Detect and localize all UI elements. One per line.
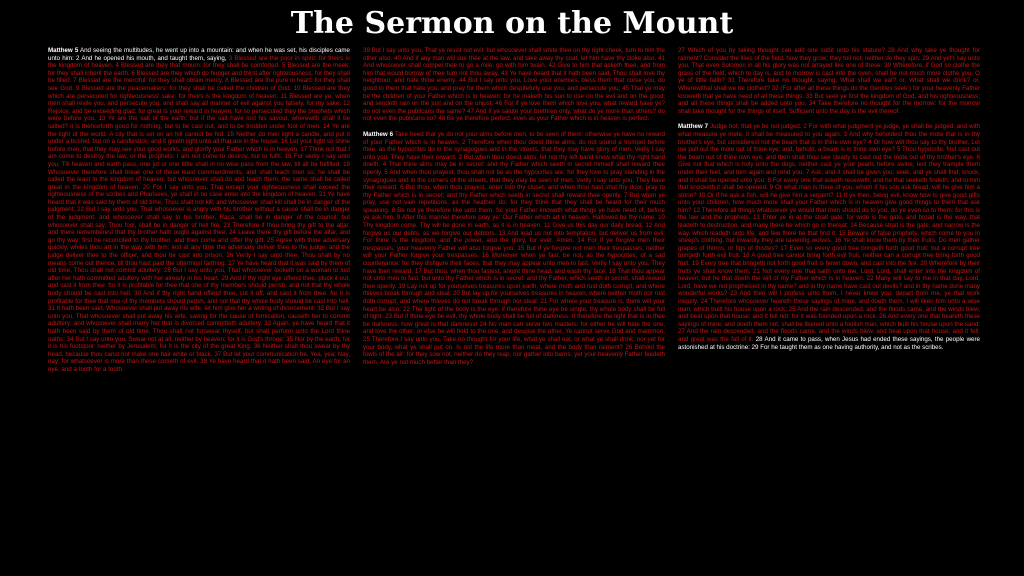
scripture-paragraph bbox=[363, 131, 665, 366]
scripture-columns bbox=[48, 47, 980, 573]
words-of-jesus: 39 But I say unto you, That ye resist not evil: but whosoever shall smite thee on thy right cheek, turn to him the other also. 40 And if any man will sue thee at the law, and take away thy coat, let him have thy cloke also. 41 And whosoever shall compel thee to go a mile, go with him twain. 42 Give to him that asketh thee, and from him that would borrow of thee turn not thou away. 43 Ye have heard that it hath been said, Thou shalt love thy neighbour, and hate thine enemy. 44 But I say unto you, Love your enemies, bless them that curse you, do good to them that hate you, and pray for them which despitefully use you, and persecute you; 45 That ye may be the children of your Father which is in heaven: for he maketh his sun to rise on the evil and on the good, and sendeth rain on the just and on the unjust. 46 For if ye love them which love you, what reward have ye? do not even the publicans the same? 47 And if ye salute your brethren only, what do ye more than others? do not even the publicans so? 48 Be ye therefore perfect, even as your Father which is in heaven is perfect. bbox=[363, 47, 665, 123]
words-of-jesus: 27 Which of you by taking thought can add one cubit unto his stature? 28 And why take ye thought for raiment? Consider the lilies of the field, how they grow; they toil not, neither do they spin: 29 And yet I say unto you, That even Solomon in all his glory was not arrayed like one of these. 30 Wherefore, if God so clothe the grass of the field, which to day is, and to morrow is cast into the oven, shall he not much more clothe you, O ye of little faith? 31 Therefore take no thought, saying, What shall we eat? or, What shall we drink? or, Wherewithal shall we be clothed? 32 (For after all these things do the Gentiles seek:) for your heavenly Father knoweth that ye have need of all these things. 33 But seek ye first the kingdom of God, and his righteousness; and all these things shall be added unto you. 34 Take therefore no thought for the morrow: for the morrow shall take thought for the things of itself. Sufficient unto the day is the evil thereof. bbox=[678, 47, 980, 115]
words-of-jesus: Take heed that ye do not your alms before men, to be seen of them: otherwise ye have no reward of your Father which is in heaven. 2 Therefore when thou doest thine alms, do not sound a trumpet before thee, as the hypocrites do in the synagogues and in the streets, that they may have glory of men. Verily I say unto you, They have their reward. 3 But when thou doest alms, let not thy left hand know what thy right hand doeth: 4 That thine alms may be in secret: and thy Father which seeth in secret himself shall reward thee openly. 5 And when thou prayest, thou shalt not be as the hypocrites are: for they love to pray standing in the synagogues and in the corners of the streets, that they may be seen of men. Verily I say unto you, They have their reward. 6 But thou, when thou prayest, enter into thy closet, and when thou hast shut thy door, pray to thy Father which is in secret; and thy Father which seeth in secret shall reward thee openly. 7 But when ye pray, use not vain repetitions, as the heathen do: for they think that they shall be heard for their much speaking. 8 Be not ye therefore like unto them: for your Father knoweth what things ye have need of, before ye ask him. 9 After this manner therefore pray ye: Our Father which art in heaven, Hallowed be thy name. 10 Thy kingdom come. Thy will be done in earth, as it is in heaven. 11 Give us this day our daily bread. 12 And forgive us our debts, as we forgive our debtors. 13 And lead us not into temptation, but deliver us from evil: For thine is the kingdom, and the power, and the glory, for ever. Amen. 14 For if ye forgive men their trespasses, your heavenly Father will also forgive you: 15 But if ye forgive not men their trespasses, neither will your Father forgive your trespasses. 16 Moreover when ye fast, be not, as the hypocrites, of a sad countenance: for they disfigure their faces, that they may appear unto men to fast. Verily I say unto you, They have their reward. 17 But thou, when thou fastest, anoint thine head, and wash thy face; 18 That thou appear not unto men to fast, but unto thy Father which is in secret: and thy Father, which seeth in secret, shall reward thee openly. 19 Lay not up for yourselves treasures upon earth, where moth and rust doth corrupt, and where thieves break through and steal: 20 But lay up for yourselves treasures in heaven, where neither moth nor rust doth corrupt, and where thieves do not break through nor steal: 21 For where your treasure is, there will your heart be also. 22 The light of the body is the eye: if therefore thine eye be single, thy whole body shall be full of light. 23 But if thine eye be evil, thy whole body shall be full of darkness. If therefore the light that is in thee be darkness, how great is that darkness! 24 No man can serve two masters: for either he will hate the one, and love the other; or else he will hold to the one, and despise the other. Ye cannot serve God and mammon. 25 Therefore I say unto you, Take no thought for your life, what ye shall eat, or what ye shall drink; nor yet for your body, what ye shall put on. Is not the life more than meat, and the body than raiment? 26 Behold the fowls of the air: for they sow not, neither do they reap, nor gather into barns; yet your heavenly Father feedeth them. Are ye not much better than they? bbox=[363, 130, 665, 366]
scripture-paragraph bbox=[48, 47, 350, 374]
page-title: The Sermon on the Mount bbox=[290, 6, 734, 41]
narrative-text: 28 And it came to pass, when Jesus had ended these sayings, the people were astonished at his doctrine: 29 For he taught them as one having authority, and not as the scribes. bbox=[678, 335, 980, 351]
scripture-paragraph bbox=[363, 47, 665, 123]
scripture-paragraph bbox=[678, 123, 980, 351]
words-of-jesus: Judge not, that ye be not judged. 2 For with what judgment ye judge, ye shall be judged: and with what measure ye mete, it shall be measured to you again. 3 And why beholdest thou the mote that is in thy brother's eye, but considerest not the beam that is in thine own eye? 4 Or how wilt thou say to thy brother, Let me pull out the mote out of thine eye; and, behold, a beam is in thine own eye? 5 Thou hypocrite, first cast out the beam out of thine own eye; and then shalt thou see clearly to cast out the mote out of thy brother's eye. 6 Give not that which is holy unto the dogs, neither cast ye your pearls before swine, lest they trample them under their feet, and turn again and rend you. 7 Ask, and it shall be given you; seek, and ye shall find; knock, and it shall be opened unto you: 8 For every one that asketh receiveth; and he that seeketh findeth; and to him that knocketh it shall be opened. 9 Or what man is there of you, whom if his son ask bread, will he give him a stone? 10 Or if he ask a fish, will he give him a serpent? 11 If ye then, being evil, know how to give good gifts unto your children, how much more shall your Father which is in heaven give good things to them that ask him? 12 Therefore all things whatsoever ye would that men should do to you, do ye even so to them: for this is the law and the prophets. 13 Enter ye in at the strait gate: for wide is the gate, and broad is the way, that leadeth to destruction, and many there be which go in thereat: 14 Because strait is the gate, and narrow is the way, which leadeth unto life, and few there be that find it. 15 Beware of false prophets, which come to you in sheep's clothing, but inwardly they are ravening wolves. 16 Ye shall know them by their fruits. Do men gather grapes of thorns, or figs of thistles? 17 Even so every good tree bringeth forth good fruit; but a corrupt tree bringeth forth evil fruit. 18 A good tree cannot bring forth evil fruit, neither can a corrupt tree bring forth good fruit. 19 Every tree that bringeth not forth good fruit is hewn down, and cast into the fire. 20 Wherefore by their fruits ye shall know them. 21 Not every one that saith unto me, Lord, Lord, shall enter into the kingdom of heaven; but he that doeth the will of my Father which is in heaven. 22 Many will say to me in that day, Lord, Lord, have we not prophesied in thy name? and in thy name have cast out devils? and in thy name done many wonderful works? 23 And then will I profess unto them, I never knew you: depart from me, ye that work iniquity. 24 Therefore whosoever heareth these sayings of mine, and doeth them, I will liken him unto a wise man, which built his house upon a rock: 25 And the rain descended, and the floods came, and the winds blew, and beat upon that house; and it fell not: for it was founded upon a rock. 26 And every one that heareth these sayings of mine, and doeth them not, shall be likened unto a foolish man, which built his house upon the sand: 27 And the rain descended, and the floods came, and the winds blew, and beat upon that house; and it fell: and great was the fall of it. bbox=[678, 123, 980, 343]
chapter-heading: Matthew 6 bbox=[363, 130, 394, 138]
column-2 bbox=[363, 47, 665, 573]
chapter-spacer bbox=[678, 115, 980, 123]
scripture-paragraph bbox=[678, 47, 980, 115]
chapter-heading: Matthew 5 bbox=[48, 47, 79, 54]
words-of-jesus: 3 Blessed are the poor in spirit: for theirs is the kingdom of heaven. 4 Blessed are they that mourn: for they shall be comforted. 5 Blessed are the meek: for they shall inherit the earth. 6 Blessed are they which do hunger and thirst after righteousness: for they shall be filled. 7 Blessed are the merciful: for they shall obtain mercy. 8 Blessed are the pure in heart: for they shall see God. 9 Blessed are the peacemakers: for they shall be called the children of God. 10 Blessed are they which are persecuted for righteousness' sake: for theirs is the kingdom of heaven. 11 Blessed are ye, when men shall revile you, and persecute you, and shall say all manner of evil against you falsely, for my sake. 12 Rejoice, and be exceeding glad: for great is your reward in heaven: for so persecuted they the prophets which were before you. 13 Ye are the salt of the earth: but if the salt have lost his savour, wherewith shall it be salted? it is thenceforth good for nothing, but to be cast out, and to be trodden under foot of men. 14 Ye are the light of the world. A city that is set on an hill cannot be hid. 15 Neither do men light a candle, and put it under a bushel, but on a candlestick; and it giveth light unto all that are in the house. 16 Let your light so shine before men, that they may see your good works, and glorify your Father which is in heaven. 17 Think not that I am come to destroy the law, or the prophets: I am not come to destroy, but to fulfil. 18 For verily I say unto you, Till heaven and earth pass, one jot or one tittle shall in no wise pass from the law, till all be fulfilled. 19 Whosoever therefore shall break one of these least commandments, and shall teach men so, he shall be called the least in the kingdom of heaven: but whosoever shall do and teach them, the same shall be called great in the kingdom of heaven. 20 For I say unto you, That except your righteousness shall exceed the righteousness of the scribes and Pharisees, ye shall in no case enter into the kingdom of heaven. 21 Ye have heard that it was said by them of old time, Thou shalt not kill; and whosoever shall kill shall be in danger of the judgment: 22 But I say unto you, That whosoever is angry with his brother without a cause shall be in danger of the judgment: and whosoever shall say to his brother, Raca, shall be in danger of the council: but whosoever shall say, Thou fool, shall be in danger of hell fire. 23 Therefore if thou bring thy gift to the altar, and there rememberest that thy brother hath ought against thee; 24 Leave there thy gift before the altar, and go thy way; first be reconciled to thy brother, and then come and offer thy gift. 25 Agree with thine adversary quickly, whiles thou art in the way with him; lest at any time the adversary deliver thee to the judge, and the judge deliver thee to the officer, and thou be cast into prison. 26 Verily I say unto thee, Thou shalt by no means come out thence, till thou hast paid the uttermost farthing. 27 Ye have heard that it was said by them of old time, Thou shalt not commit adultery: 28 But I say unto you, That whosoever looketh on a woman to lust after her hath committed adultery with her already in his heart. 29 And if thy right eye offend thee, pluck it out, and cast it from thee: for it is profitable for thee that one of thy members should perish, and not that thy whole body should be cast into hell. 30 And if thy right hand offend thee, cut it off, and cast it from thee: for it is profitable for thee that one of thy members should perish, and not that thy whole body should be cast into hell. 31 It hath been said, Whosoever shall put away his wife, let him give her a writing of divorcement: 32 But I say unto you, That whosoever shall put away his wife, saving for the cause of fornication, causeth her to commit adultery: and whosoever shall marry her that is divorced committeth adultery. 33 Again, ye have heard that it hath been said by them of old time, Thou shalt not forswear thyself, but shalt perform unto the Lord thine oaths: 34 But I say unto you, Swear not at all; neither by heaven; for it is God's throne: 35 Nor by the earth; for it is his footstool: neither by Jerusalem; for it is the city of the great King. 36 Neither shalt thou swear by thy head, because thou canst not make one hair white or black. 37 But let your communication be, Yea, yea; Nay, nay: for whatsoever is more than these cometh of evil. 38 Ye have heard that it hath been said, An eye for an eye, and a tooth for a tooth: bbox=[48, 54, 350, 373]
chapter-spacer bbox=[363, 123, 665, 131]
column-3 bbox=[678, 47, 980, 573]
narrative-text: And seeing the multitudes, he went up into a mountain: and when he was set, his disciples came unto him: 2 And he opened his mouth, and taught them, saying, bbox=[48, 47, 350, 62]
column-1 bbox=[48, 47, 350, 573]
chapter-heading: Matthew 7 bbox=[678, 123, 709, 131]
